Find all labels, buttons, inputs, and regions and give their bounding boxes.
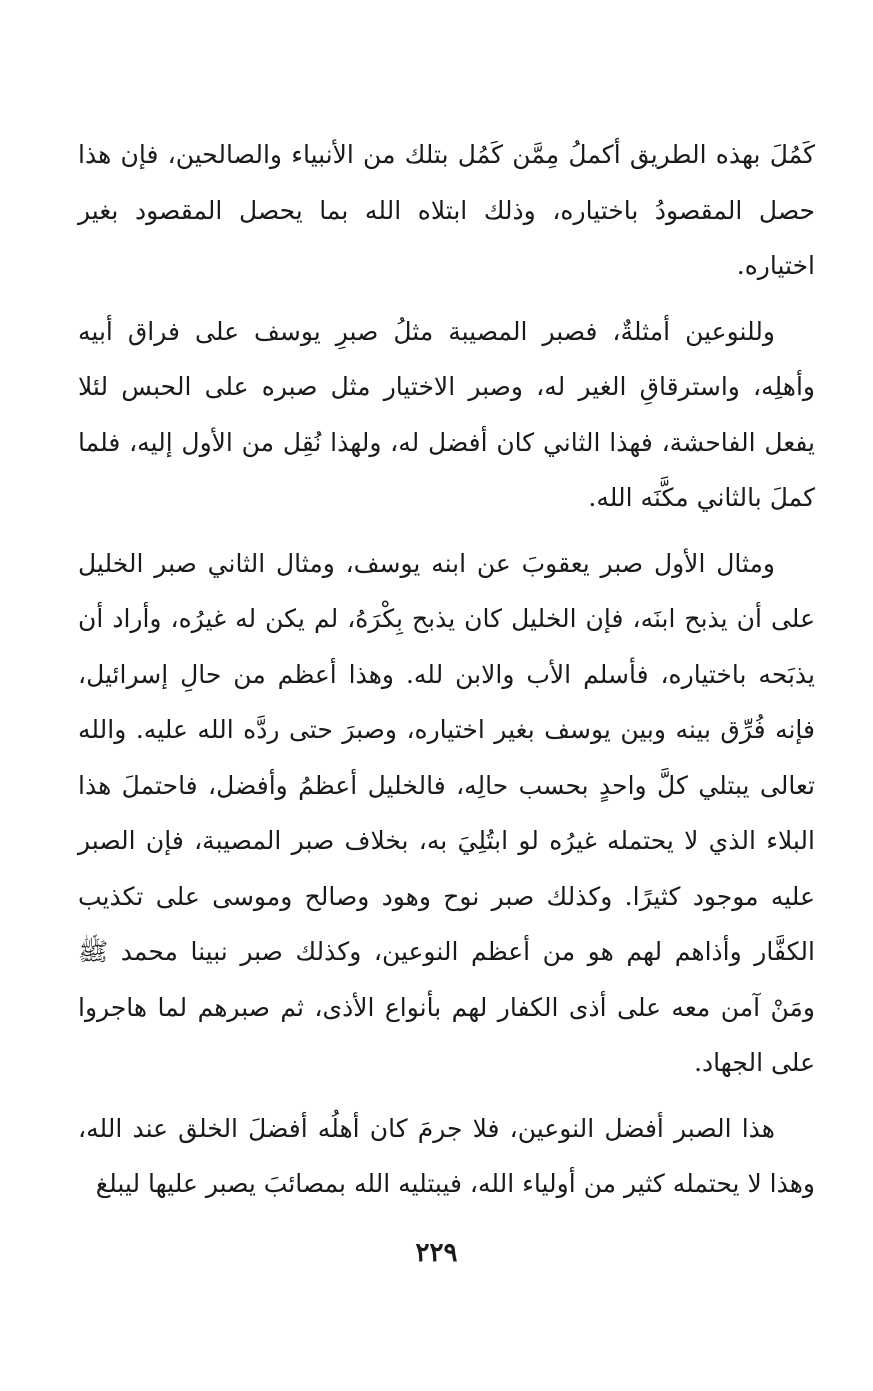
paragraph-3: ومثال الأول صبر يعقوبَ عن ابنه يوسف، ومثال الثاني صبر الخليل على أن يذبح ابنَه، فإن الخليل كان يذبح بِكْرَهُ، لم يكن له غيرُه، وأراد أن يذبَحه باختياره، فأسلم الأب والابن لله. وهذا أعظم من حالِ إسرائيل، فإنه فُرِّق بينه وبين يوسف بغير اختياره، وصبرَ حتى ردَّه الله عليه. والله تعالى يبتلي كلَّ واحدٍ بحسب حالِه، فالخليل أعظمُ وأفضل، فاحتملَ هذا البلاء الذي لا يحتمله غيرُه لو ابتُلِيَ به، بخلاف صبر المصيبة، فإن الصبر عليه موجود كثيرًا. وكذلك صبر نوح وهود وصالح وموسى على تكذيب الكفَّار وأذاهم لهم هو من أعظم النوعين، وكذلك صبر نبينا محمد ﷺ ومَنْ آمن معه على أذى الكفار لهم بأنواع الأذى، ثم صبرهم لما هاجروا على الجهاد. xyxy=(78,548,815,1077)
paragraph-4: هذا الصبر أفضل النوعين، فلا جرمَ كان أهلُه أفضلَ الخلق عند الله، وهذا لا يحتمله كثير من أولياء الله، فيبتليه الله بمصائبَ يصبر عليها ليبلغ xyxy=(78,1113,815,1198)
paragraph-2: وللنوعين أمثلةٌ، فصبر المصيبة مثلُ صبرِ يوسف على فراق أبيه وأهلِه، واسترقاقِ الغير له، وصبر الاختيار مثل صبره على الحبس لئلا يفعل الفاحشة، فهذا الثاني كان أفضل له، ولهذا نُقِل من الأول إليه، فلما كملَ بالثاني مكَّنَه الله. xyxy=(78,316,815,512)
page-number: ٢٢٩ xyxy=(415,1238,458,1268)
paragraph-1: كَمُلَ بهذه الطريق أكملُ مِمَّن كَمُل بتلك من الأنبياء والصالحين، فإن هذا حصل المقصودُ باختياره، وذلك ابتلاه الله بما يحصل المقصود بغير اختياره. xyxy=(78,140,815,280)
page-body-text xyxy=(78,127,815,1222)
